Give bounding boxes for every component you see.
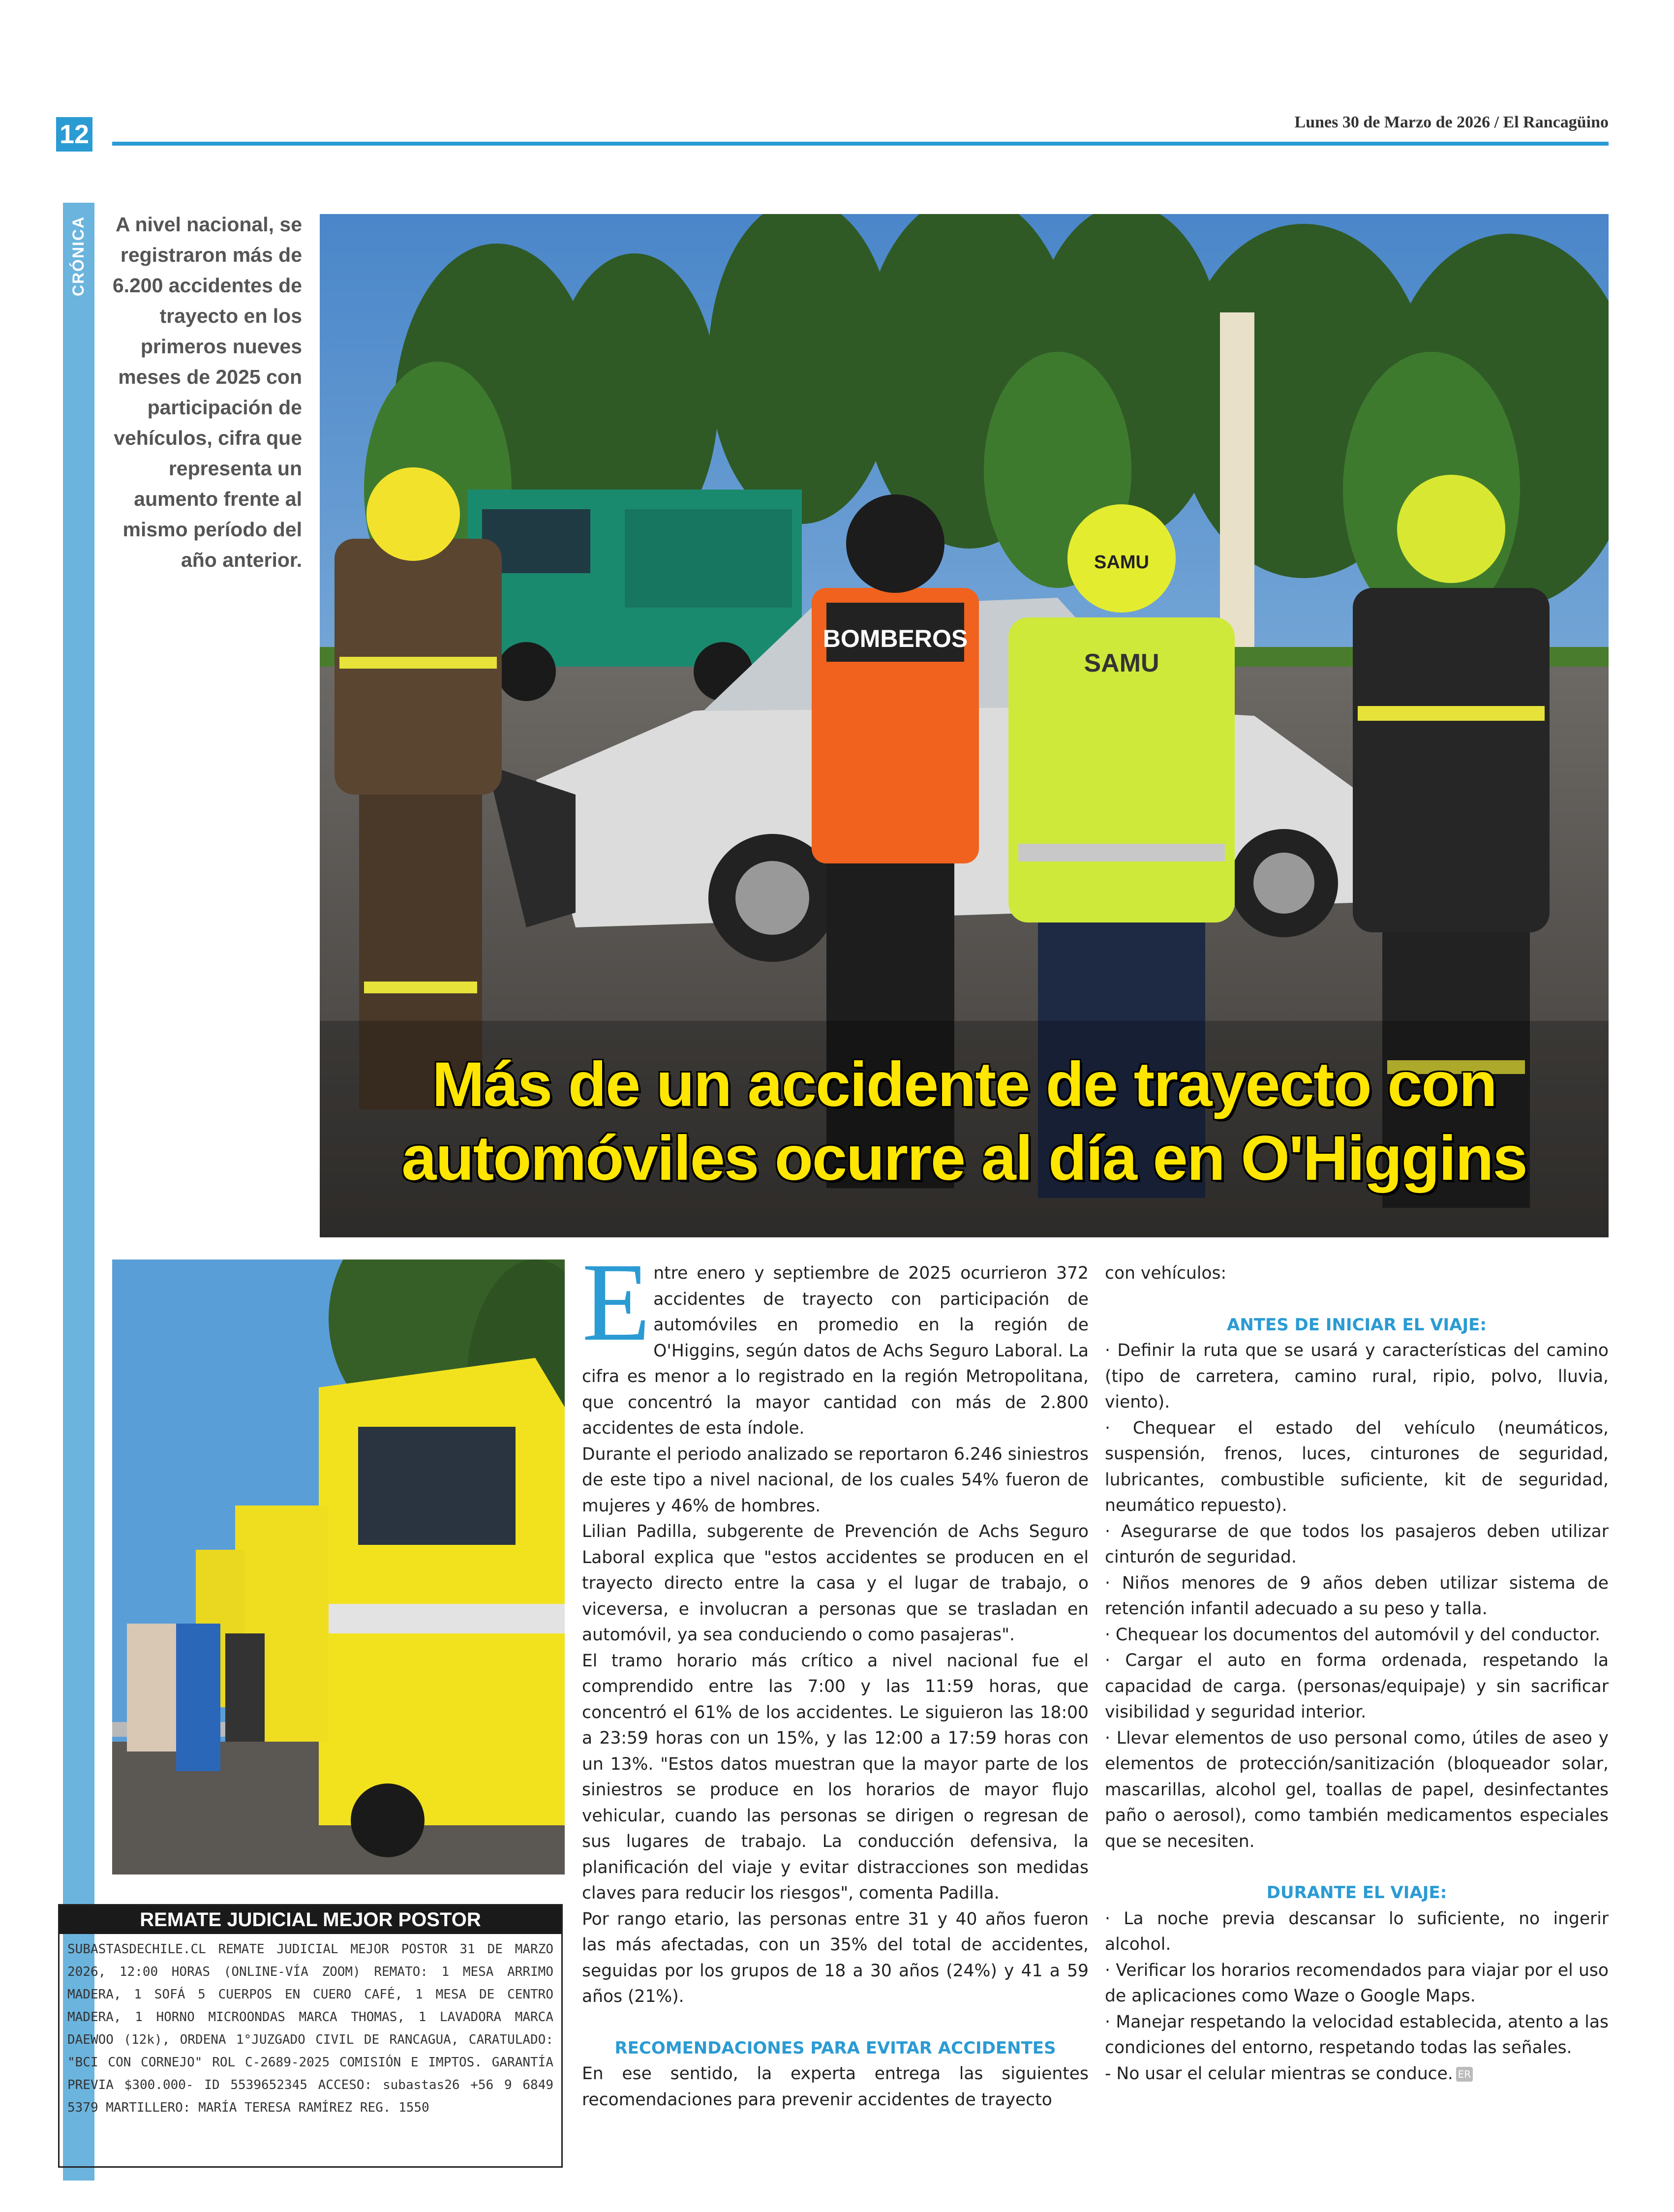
antes-item: · Niños menores de 9 años deben utilizar sistema de retención infantil adecuado a su peso y talla.: [1105, 1573, 1609, 1619]
antes-item: · Llevar elementos de uso personal como, útiles de aseo y elementos de protección/sanitización (bloqueador solar, mascarillas, alcohol gel, toallas de papel, desinfectantes paño o aerosol), como también medicamentos especiales que se necesiten.: [1105, 1728, 1609, 1851]
intro-summary: A nivel nacional, se registraron más de 6.200 accidentes de trayecto en los primeros nueves meses de 2025 con participación de vehículos, cifra que representa un aumento frente al mismo período del año anterior.: [112, 213, 302, 571]
headline: [320, 1048, 1609, 1196]
article-paragraph-6: En ese sentido, la experta entrega las siguientes recomendaciones para prevenir accidentes de trayecto: [582, 2064, 1089, 2110]
antes-item: · Chequear el estado del vehículo (neumáticos, suspensión, frenos, luces, cinturones de seguridad, lubricantes, combustible suficiente, kit de seguridad, neumático repuesto).: [1105, 1418, 1609, 1515]
subhead-durante: DURANTE EL VIAJE:: [1266, 1883, 1447, 1903]
header-rule: [112, 142, 1609, 146]
antes-item: · Definir la ruta que se usará y características del camino (tipo de carretera, camino rural, ripio, polvo, lluvia, viento).: [1105, 1341, 1609, 1412]
antes-item: · Asegurarse de que todos los pasajeros deben utilizar cinturón de seguridad.: [1105, 1521, 1609, 1567]
section-label: CRÓNICA: [69, 215, 88, 296]
publication-date: Lunes 30 de Marzo de 2026 / El Rancagüino: [1294, 113, 1609, 131]
headline-line-1: Más de un accidente de trayecto con: [432, 1049, 1496, 1120]
article-paragraph-7: con vehículos:: [1105, 1263, 1227, 1283]
monument: [1220, 312, 1254, 657]
drop-cap: E: [582, 1240, 651, 1364]
samu-vest-text: SAMU: [1084, 649, 1159, 677]
ambulance-front: [319, 1358, 565, 1857]
subhead-antes: ANTES DE INICIAR EL VIAJE:: [1227, 1315, 1487, 1335]
subhead-recommendations: RECOMENDACIONES PARA EVITAR ACCIDENTES: [614, 2038, 1056, 2058]
article-paragraph-2: Durante el periodo analizado se reportaron 6.246 siniestros de este tipo a nivel nacional, de los cuales 54% fueron de mujeres y 46% de hombres.: [582, 1444, 1089, 1516]
article-paragraph-5: Por rango etario, las personas entre 31 y 40 años fueron las más afectadas, con un 35% del total de accidentes, seguidas por los grupos de 18 a 30 años (24%) y 41 a 59 años (21%).: [582, 1909, 1089, 2006]
last-item-text: - No usar el celular mientras se conduce.: [1105, 2063, 1453, 2084]
samu-helmet-text: SAMU: [1094, 552, 1149, 573]
durante-item-last: [1105, 2061, 1609, 2087]
page-number: 12: [56, 117, 92, 152]
headline-line-2: automóviles ocurre al día en O'Higgins: [401, 1123, 1527, 1194]
end-mark-icon: ER: [1456, 2067, 1473, 2082]
durante-item: · Verificar los horarios recomendados para viajar por el uso de aplicaciones como Waze o Google Maps.: [1105, 1960, 1609, 2006]
article-paragraph-4: El tramo horario más crítico a nivel nacional fue el comprendido entre las 7:00 y las 11:59 horas, que concentró el 61% de los accidentes. Le siguieron las 18:00 a 23:59 horas con un 15%, y las 12:00 a 17:59 horas con un 13%. "Estos datos muestran que la mayor parte de los siniestros se produce en los horarios de mayor flujo vehicular, cuando las personas se dirigen o regresan de sus lugares de trabajo. La conducción defensiva, la planificación del viaje y evitar distracciones son medidas claves para reducir los riesgos", comenta Padilla.: [582, 1651, 1089, 1903]
section-label-wrap: [63, 207, 94, 305]
firefighter-left: [335, 467, 502, 1109]
bomberos-text: BOMBEROS: [822, 625, 968, 652]
ambulance-photo: [112, 1260, 565, 1874]
antes-item: · Cargar el auto en forma ordenada, respetando la capacidad de carga. (personas/equipaje) y sin sacrificar visibilidad y seguridad interior.: [1105, 1651, 1609, 1722]
article-paragraph-1: ntre enero y septiembre de 2025 ocurrieron 372 accidentes de trayecto con participación de automóviles en promedio en la región de O'Higgins, según datos de Achs Seguro Laboral. La cifra es menor a lo registrado en la región Metropolitana, que concentró la mayor cantidad con más de 2.800 accidentes de esta índole.: [582, 1263, 1089, 1438]
article-column-1: [582, 1240, 1089, 2113]
remate-body: SUBASTASDECHILE.CL REMATE JUDICIAL MEJOR POSTOR 31 DE MARZO 2026, 12:00 HORAS (ONLINE-VÍA ZOOM) REMATO: 1 MESA ARRIMO MADERA, 1 SOFÁ 5 CUERPOS EN CUERO CAFÉ, 1 MESA DE CENTRO MADERA, 1 HORNO MICROONDAS MARCA THOMAS, 1 LAVADORA MARCA DAEWOO (12k), ORDENA 1°JUZGADO CIVIL DE RANCAGUA, CARATULADO: "BCI CON CORNEJO" ROL C-2689-2025 COMISIÓN E IMPTOS. GARANTÍA PREVIA $300.000- ID 5539652345 ACCESO: subastas26 +56 9 6849 5379 MARTILLERO: MARÍA TERESA RAMÍREZ REG. 1550: [67, 1942, 553, 2115]
remate-judicial-box: [58, 1904, 563, 2168]
durante-item: · La noche previa descansar lo suficiente, no ingerir alcohol.: [1105, 1908, 1609, 1954]
durante-item: · Manejar respetando la velocidad establecida, atento a las condiciones del entorno, respetando todas las señales.: [1105, 2012, 1609, 2058]
section-tab: [63, 203, 94, 2181]
antes-item: · Chequear los documentos del automóvil y del conductor.: [1105, 1625, 1601, 1645]
article-column-2: [1105, 1260, 1609, 2087]
article-paragraph-3: Lilian Padilla, subgerente de Prevención de Achs Seguro Laboral explica que "estos accidentes se producen en el trayecto directo entre la casa y el lugar de trabajo, o viceversa, e involucran a personas que se trasladan en automóvil, ya sea conduciendo o como pasajeras".: [582, 1522, 1089, 1645]
remate-title: REMATE JUDICIAL MEJOR POSTOR: [60, 1905, 561, 1934]
